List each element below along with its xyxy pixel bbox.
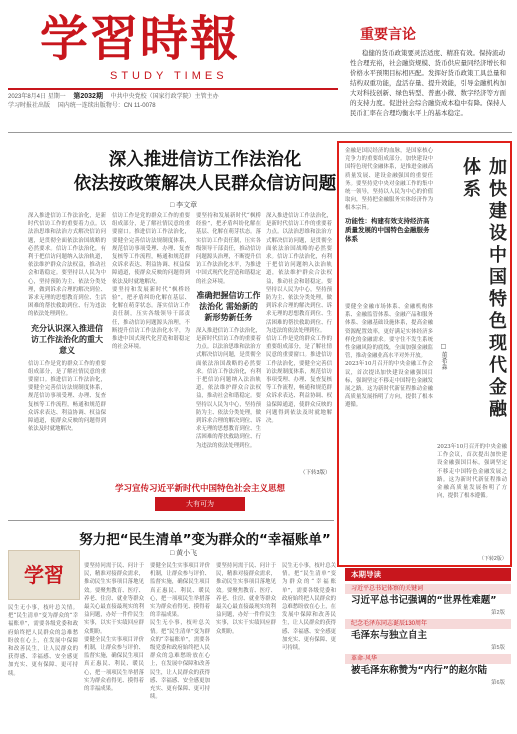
lead-article-title[interactable] bbox=[60, 148, 350, 196]
press-line: 学习时报社出版 bbox=[8, 103, 51, 109]
index-heading: 本期导读 bbox=[345, 568, 511, 581]
column-logo-text: 学習 bbox=[24, 563, 64, 587]
index-item-tag: 习近平总书记体察的关键词 bbox=[345, 584, 511, 594]
quote-title: 重要言论 bbox=[360, 27, 416, 43]
feature-column-bottom-left bbox=[345, 303, 433, 553]
second-body-paragraph: 要健全民生实事项目评价机制，让群众参与评价、监督实施，确保民生项目真正惠民、利民、暖民心，把一项项民生举措落实为群众看得见、摸得着的幸福成果。 bbox=[150, 563, 210, 619]
lead-body-paragraph: 深入推进信访工作法治化，是新时代信访工作的重要着力点。以法治思维和法治方式解决信访问题，是贯彻全面依法治国战略的必然要求。信访工作法治化，有利于把信访问题纳入法治轨道，依法维护群众合法权益，推动社会和谐稳定。要坚持以人民为中心，坚持预防为主、依法分类处理，做到诉求合理的解决到位、诉求无理的思想教育到位、生活困难的帮扶救助到位、行为违法的依法处理到位。 bbox=[28, 213, 106, 318]
feature-article-box[interactable] bbox=[337, 141, 512, 567]
lead-subhead-1: 充分认识深入推进信访工作法治化的重大意义 bbox=[31, 323, 103, 355]
issue-number: 第2032期 bbox=[73, 93, 103, 100]
second-column-2 bbox=[84, 562, 144, 728]
second-column-1 bbox=[8, 604, 78, 728]
series-subtitle: 大有可为 bbox=[155, 497, 245, 511]
quote-text: 稳健的货币政策要灵活适度、精准有效。保持流动性合理充裕，社会融资规模、货币供应量同经济增长和价格水平预期目标相匹配。发挥好货币政策工具总量和结构双重功能，盘活存量、提升效能，引导金融机构加大对科技创新、绿色转型、普惠小微、数字经济等方面的支持力度。促进社会综合融资成本稳中有降。保持人民币汇率在合理均衡水平上的基本稳定。 bbox=[350, 49, 506, 117]
feature-title: 加快建设中国特色现代金融体系 bbox=[460, 157, 507, 421]
second-body-paragraph: 民生无小事，枝叶总关情。把“民生清单”变为群众的“幸福账单”，需要各级党委和政府始终把人民群众的急难愁盼放在心上，在发展中保障和改善民生，让人民群众的获得感、幸福感、安全感更加充实、更有保障、更可持续。 bbox=[150, 620, 210, 701]
lead-title-line-2: 依法按政策解决人民群众信访问题 bbox=[73, 174, 337, 194]
index-item-page: 第6版 bbox=[490, 680, 505, 686]
masthead-info bbox=[8, 92, 338, 128]
feature-column-bottom-right bbox=[437, 443, 507, 555]
series-banner bbox=[70, 482, 330, 512]
index-item-page: 第5版 bbox=[490, 645, 505, 651]
lead-body-paragraph: 要坚持和发展新时代“枫桥经验”，把矛盾纠纷化解在基层、化解在萌芽状态。落实信访工作责任制，压实各级领导干部责任，推动信访问题源头治理，不断提升信访工作法治化水平，为推进中国式现代化营造和谐稳定的社会环境。 bbox=[196, 213, 261, 285]
second-column-4 bbox=[216, 562, 276, 728]
newspaper-logo: 学習時報 bbox=[40, 11, 241, 67]
lead-subhead-2: 准确把握信访工作法治化 需始新的新形势新任务 bbox=[196, 290, 261, 322]
important-quote-box bbox=[350, 24, 510, 124]
lead-body-paragraph: 信访工作是党的群众工作的重要组成部分，是了解社情民意的重要窗口。推进信访工作法治化，要健全完善信访法规制度体系，规范信访事项受理、办理、复查复核等工作流程，畅通和规范群众诉求表达、利益协调、权益保障通道，使群众反映的问题得到依法及时就地解决。 bbox=[112, 213, 190, 285]
lead-column-2 bbox=[112, 212, 190, 474]
index-item-tag: 革命·风华 bbox=[345, 654, 511, 664]
second-byline: □ 黄小飞 bbox=[170, 550, 198, 557]
second-body-paragraph: 要健全民生实事项目评价机制，让群众参与评价、监督实施，确保民生项目真正惠民、利民、暖民心，把一项项民生举措落实为群众看得见、摸得着的幸福成果。 bbox=[84, 636, 144, 693]
masthead-divider bbox=[8, 88, 338, 90]
date-line: 2023年8月4日 星期一 bbox=[8, 94, 66, 100]
feature-body-paragraph: 金融是国民经济的血脉，是国家核心竞争力的重要组成部分。加快建设中国特色现代金融体系，是推进金融高质量发展、建设金融强国的重要任务。要坚持党中央对金融工作的集中统一领导，坚持以人民为中心的价值取向，坚持把金融服务实体经济作为根本宗旨。 bbox=[345, 148, 433, 212]
lead-jump-note: （下转3版） bbox=[300, 470, 331, 476]
feature-jump-note: （下转2版） bbox=[479, 556, 507, 562]
series-title: 学习宣传习近平新时代中国特色社会主义思想 bbox=[114, 484, 285, 494]
second-body-paragraph: 民生无小事，枝叶总关情。把“民生清单”变为群众的“幸福账单”，需要各级党委和政府始终把人民群众的急难愁盼放在心上，在发展中保障和改善民生，让人民群众的获得感、幸福感、安全感更加充实、更有保障、更可持续。 bbox=[8, 605, 78, 677]
feature-body-paragraph: 2023年10月召开的中央金融工作会议，首次提出加快建设金融强国目标，强调坚定不移走中国特色金融发展之路。这为新时代新征程推动金融高质量发展指明了方向，提供了根本遵循。 bbox=[345, 361, 433, 409]
lead-body-paragraph: 信访工作是党的群众工作的重要组成部分，是了解社情民意的重要窗口。推进信访工作法治化，要健全完善信访法规制度体系，规范信访事项受理、办理、复查复核等工作流程，畅通和规范群众诉求表达、利益协调、权益保障通道，使群众反映的问题得到依法及时就地解决。 bbox=[266, 336, 332, 425]
second-body-paragraph: 要坚持问需于民、问计于民，精准对接群众需求，推动民生实事项目落地见效。要聚焦教育、医疗、养老、住房、就业等群众最关心最直接最现实的利益问题，办好一件件民生实事，以实干实绩回应群众期盼。 bbox=[84, 563, 144, 635]
lead-body-paragraph: 信访工作是党的群众工作的重要组成部分，是了解社情民意的重要窗口。推进信访工作法治化，要健全完善信访法规制度体系，规范信访事项受理、办理、复查复核等工作流程，畅通和规范群众诉求表达、利益协调、权益保障通道，使群众反映的问题得到依法及时就地解决。 bbox=[28, 360, 106, 433]
lead-column-4 bbox=[266, 212, 332, 474]
feature-author: □ 董希淼 bbox=[440, 343, 447, 370]
serial-number: 国内统一连续出版物号：CN 11-0078 bbox=[57, 103, 156, 109]
second-article-title[interactable]: 努力把“民生清单”变为群众的“幸福账单” bbox=[79, 532, 331, 548]
feature-body-paragraph: 2023年10月召开的中央金融工作会议，首次提出加快建设金融强国目标，强调坚定不移走中国特色金融发展之路。这为新时代新征程推动金融高质量发展指明了方向，提供了根本遵循。 bbox=[437, 444, 507, 500]
index-item-tag: 纪念毛泽东同志诞辰130周年 bbox=[345, 619, 511, 629]
second-body-paragraph: 要坚持问需于民、问计于民，精准对接群众需求，推动民生实事项目落地见效。要聚焦教育、医疗、养老、住房、就业等群众最关心最直接最现实的利益问题，办好一件件民生实事，以实干实绩回应群众期盼。 bbox=[216, 563, 276, 635]
lead-column-3 bbox=[196, 212, 261, 474]
top-divider bbox=[8, 132, 512, 133]
index-item-title[interactable]: 毛泽东与独立自主 bbox=[351, 630, 428, 641]
column-logo-image bbox=[8, 550, 80, 600]
index-item-title[interactable]: 被毛泽东称赞为“内行”的赵尔陆 bbox=[351, 665, 487, 676]
second-column-5 bbox=[282, 562, 336, 728]
lead-body-paragraph: 深入推进信访工作法治化，是新时代信访工作的重要着力点。以法治思维和法治方式解决信访问题，是贯彻全面依法治国战略的必然要求。信访工作法治化，有利于把信访问题纳入法治轨道，依法维护群众合法权益，推动社会和谐稳定。要坚持以人民为中心，坚持预防为主、依法分类处理，做到诉求合理的解决到位、诉求无理的思想教育到位、生活困难的帮扶救助到位、行为违法的依法处理到位。 bbox=[196, 327, 261, 449]
second-body-paragraph: 民生无小事，枝叶总关情。把“民生清单”变为群众的“幸福账单”，需要各级党委和政府始终把人民群众的急难愁盼放在心上，在发展中保障和改善民生，让人民群众的获得感、幸福感、安全感更加充实、更有保障、更可持续。 bbox=[282, 563, 336, 652]
mid-divider bbox=[8, 520, 334, 521]
publisher-line: 中共中央党校（国家行政学院）主管主办 bbox=[110, 94, 219, 100]
lead-byline: □ 李文章 bbox=[170, 202, 198, 209]
index-item-title[interactable]: 习近平总书记强调的“世界性难题” bbox=[351, 595, 497, 606]
lead-column-1 bbox=[28, 212, 106, 474]
newspaper-english-name: STUDY TIMES bbox=[110, 70, 228, 82]
feature-body-paragraph: 要健全金融市场体系、金融机构体系、金融监管体系、金融产品和服务体系、金融基础设施体系，提高金融资源配置效率，更好满足实体经济多样化的金融需求。要守住不发生系统性金融风险的底线，全面加强金融监管，推动金融业高水平对外开放。 bbox=[345, 304, 433, 360]
issue-index-panel bbox=[345, 568, 511, 728]
feature-subhead: 功能性：构建有效支持经济高质量发展的中国特色金融服务体系 bbox=[345, 216, 430, 243]
lead-body-paragraph: 深入推进信访工作法治化，是新时代信访工作的重要着力点。以法治思维和法治方式解决信访问题，是贯彻全面依法治国战略的必然要求。信访工作法治化，有利于把信访问题纳入法治轨道，依法维护群众合法权益，推动社会和谐稳定。要坚持以人民为中心，坚持预防为主、依法分类处理，做到诉求合理的解决到位、诉求无理的思想教育到位、生活困难的帮扶救助到位、行为违法的依法处理到位。 bbox=[266, 213, 332, 334]
index-item-page: 第2版 bbox=[490, 610, 505, 616]
feature-column-top bbox=[345, 147, 433, 297]
lead-body-paragraph: 要坚持和发展新时代“枫桥经验”，把矛盾纠纷化解在基层、化解在萌芽状态。落实信访工作责任制，压实各级领导干部责任，推动信访问题源头治理，不断提升信访工作法治化水平，为推进中国式现代化营造和谐稳定的社会环境。 bbox=[112, 286, 190, 351]
lead-title-line-1: 深入推进信访工作法治化 bbox=[108, 150, 302, 170]
second-column-3 bbox=[150, 562, 210, 728]
